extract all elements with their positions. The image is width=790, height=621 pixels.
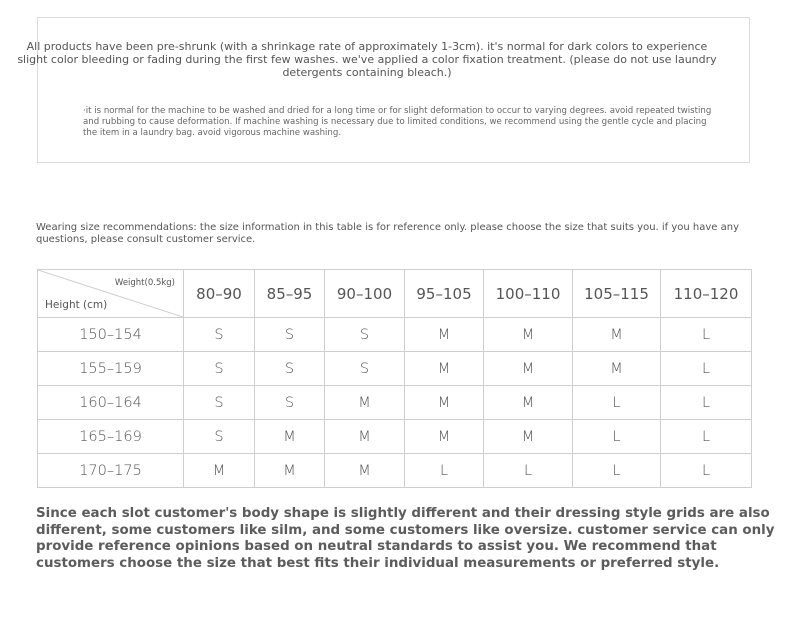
size-cell: M bbox=[405, 386, 484, 420]
table-row bbox=[38, 454, 752, 488]
size-cell: M bbox=[405, 420, 484, 454]
size-cell: L bbox=[573, 454, 661, 488]
care-instructions-box bbox=[37, 17, 750, 163]
size-cell: M bbox=[405, 318, 484, 352]
size-cell: M bbox=[325, 386, 405, 420]
size-cell: M bbox=[184, 454, 255, 488]
table-row bbox=[38, 420, 752, 454]
size-cell: M bbox=[484, 318, 573, 352]
size-cell: L bbox=[661, 352, 752, 386]
weight-column-header: 105–115 bbox=[573, 270, 661, 318]
table-row bbox=[38, 352, 752, 386]
size-cell: S bbox=[184, 318, 255, 352]
height-range-cell: 170–175 bbox=[38, 454, 184, 488]
size-cell: L bbox=[661, 420, 752, 454]
size-cell: M bbox=[484, 386, 573, 420]
size-cell: L bbox=[661, 386, 752, 420]
size-cell: S bbox=[325, 318, 405, 352]
size-cell: M bbox=[255, 420, 325, 454]
size-cell: M bbox=[255, 454, 325, 488]
weight-column-header: 80–90 bbox=[184, 270, 255, 318]
height-range-cell: 165–169 bbox=[38, 420, 184, 454]
height-range-cell: 150–154 bbox=[38, 318, 184, 352]
pre-shrunk-notice: All products have been pre-shrunk (with a shrinkage rate of approximately 1-3cm). it's normal for dark colors to experience slight color bleeding or fading during the first few washes. we've applied a color fixation treatment. (please do not use laundry detergents containing bleach.) bbox=[17, 40, 717, 79]
size-chart-header-row bbox=[38, 270, 752, 318]
fit-advice-note: Since each slot customer's body shape is slightly different and their dressing style grids are also different, some customers like silm, and some customers like oversize. customer service can only provide reference opinions based on neutral standards to assist you. We recommend that customers choose the size that best fits their individual measurements or preferred style. bbox=[36, 506, 775, 571]
size-cell: M bbox=[573, 352, 661, 386]
height-range-cell: 160–164 bbox=[38, 386, 184, 420]
size-chart-table bbox=[37, 269, 752, 488]
size-cell: M bbox=[573, 318, 661, 352]
size-cell: L bbox=[484, 454, 573, 488]
weight-column-header: 110–120 bbox=[661, 270, 752, 318]
size-cell: S bbox=[255, 318, 325, 352]
size-cell: L bbox=[661, 454, 752, 488]
size-cell: M bbox=[325, 454, 405, 488]
height-range-cell: 155–159 bbox=[38, 352, 184, 386]
size-cell: L bbox=[405, 454, 484, 488]
size-cell: M bbox=[405, 352, 484, 386]
size-cell: S bbox=[184, 352, 255, 386]
weight-column-header: 100–110 bbox=[484, 270, 573, 318]
washing-notice: ·it is normal for the machine to be washed and dried for a long time or for slight deformation to occur to varying degrees. avoid repeated twisting and rubbing to cause deformation. If machine washing is necessary due to limited conditions, we recommend using the gentle cycle and placing the item in a laundry bag. avoid vigorous machine washing. bbox=[83, 106, 712, 138]
size-cell: L bbox=[573, 420, 661, 454]
size-cell: L bbox=[661, 318, 752, 352]
size-cell: S bbox=[325, 352, 405, 386]
size-cell: S bbox=[255, 352, 325, 386]
size-chart-corner-cell bbox=[38, 270, 184, 318]
table-row bbox=[38, 386, 752, 420]
height-axis-label: Height (cm) bbox=[45, 299, 108, 311]
size-cell: M bbox=[325, 420, 405, 454]
weight-axis-label: Weight(0.5kg) bbox=[114, 278, 175, 288]
size-cell: S bbox=[255, 386, 325, 420]
size-cell: S bbox=[184, 386, 255, 420]
weight-column-header: 85–95 bbox=[255, 270, 325, 318]
weight-column-header: 95–105 bbox=[405, 270, 484, 318]
size-cell: S bbox=[184, 420, 255, 454]
size-cell: M bbox=[484, 352, 573, 386]
weight-column-header: 90–100 bbox=[325, 270, 405, 318]
size-cell: L bbox=[573, 386, 661, 420]
table-row bbox=[38, 318, 752, 352]
size-recommendation-intro: Wearing size recommendations: the size information in this table is for reference only. please choose the size that suits you. if you have any questions, please consult customer service. bbox=[36, 222, 740, 245]
size-cell: M bbox=[484, 420, 573, 454]
